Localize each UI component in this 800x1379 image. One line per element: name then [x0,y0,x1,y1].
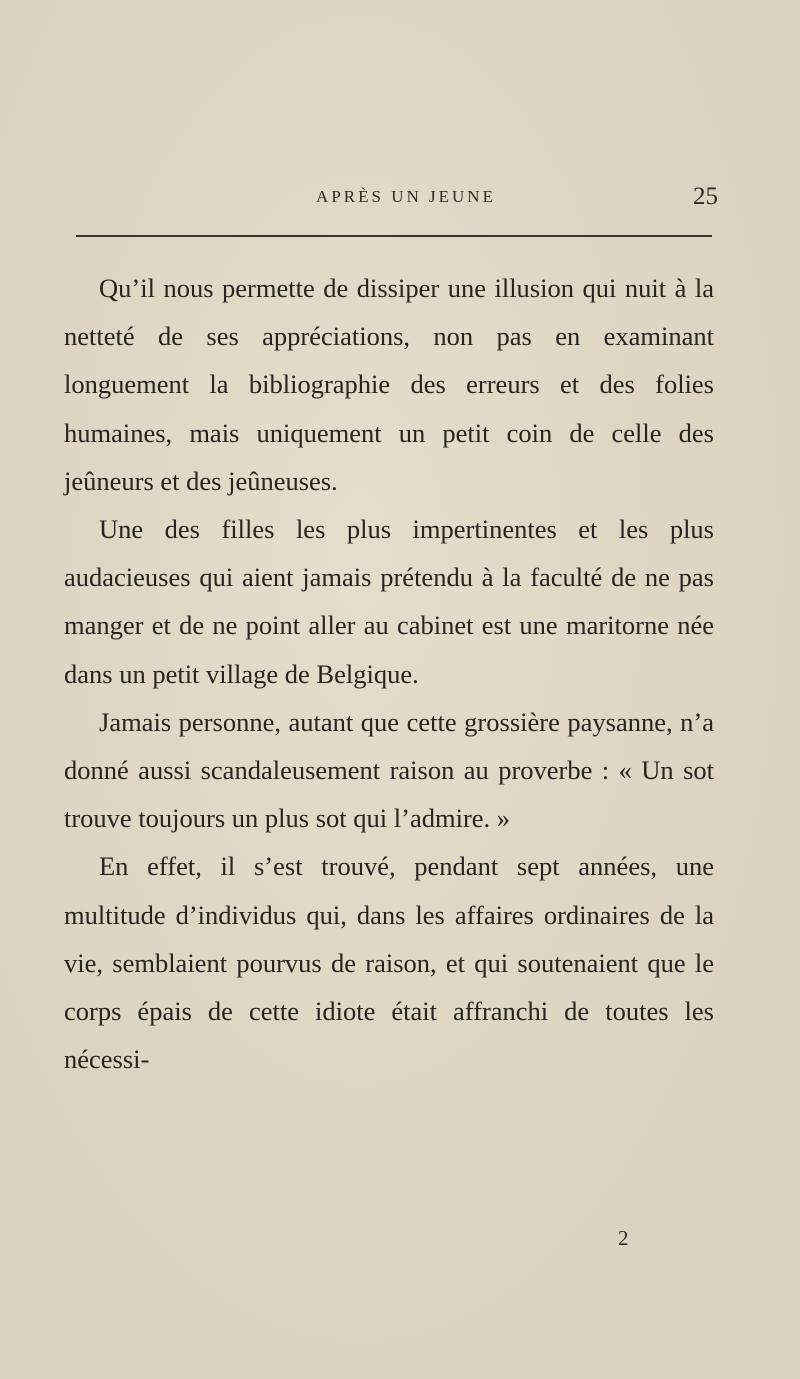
running-title: APRÈS UN JEUNE [316,187,496,206]
paragraph: Une des filles les plus impertinentes et les plus audacieuses qui aient jamais prétendu à la faculté de ne pas manger et de ne point aller au cabinet est une maritorne née dans un petit village de Belgique. [64,514,714,689]
paragraph: Jamais personne, autant que cette grossière paysanne, n’a donné aussi scandaleusement raison au proverbe : « Un sot trouve toujours un plus sot qui l’admire. » [64,706,714,834]
page-number: 25 [693,183,718,210]
body-text [64,264,714,1083]
paragraph: En effet, il s’est trouvé, pendant sept années, une multitude d’individus qui, dans les affaires ordinaires de la vie, semblaient pourvus de raison, et qui soutenaient que le corps épais de cette idiote était affranchi de toutes les nécessi- [64,851,714,1075]
signature-mark: 2 [618,1226,629,1250]
paragraph: Qu’il nous permette de dissiper une illusion qui nuit à la netteté de ses appréciations, non pas en examinant longuement la bibliographie des erreurs et des folies humaines, mais uniquement un petit coin de celle des jeûneurs et des jeûneuses. [64,273,714,496]
page-header [64,183,718,213]
header-rule [76,235,712,237]
